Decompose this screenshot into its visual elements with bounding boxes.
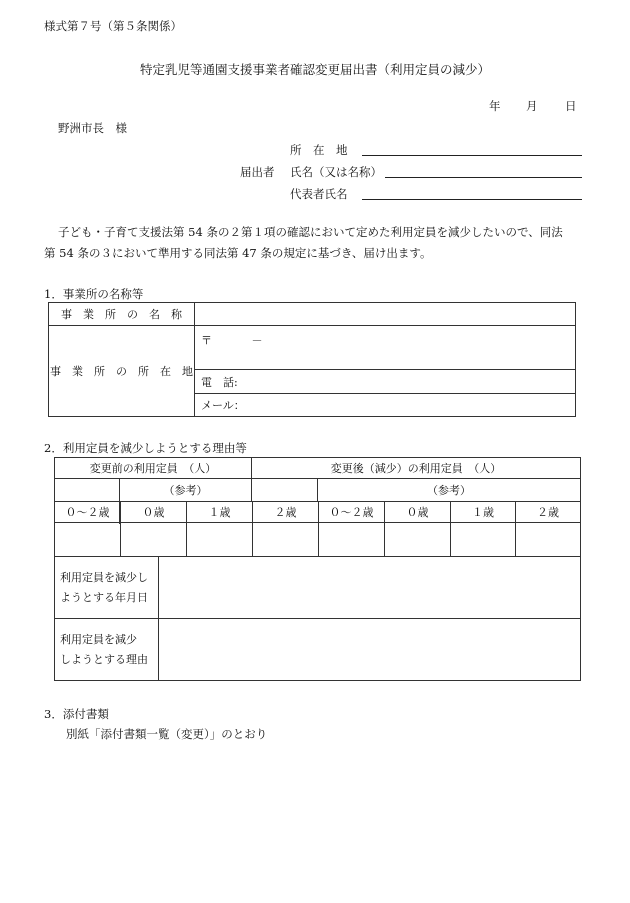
phone-field[interactable] (195, 370, 576, 394)
before-age-2: ２歳 (253, 502, 319, 523)
before-age-0-2: ０～２歳 (55, 502, 121, 523)
after-value-2[interactable] (516, 523, 581, 557)
date-year: 年 (489, 99, 501, 113)
reduction-date-label-2: ようとする年月日 (60, 590, 148, 604)
after-age-1: １歳 (451, 502, 516, 523)
after-value-1[interactable] (451, 523, 516, 557)
after-blank-cell (252, 479, 318, 502)
name-label: 氏名（又は名称） (290, 165, 382, 179)
attachments-text: 別紙「添付書類一覧（変更）」のとおり (66, 727, 268, 741)
representative-field[interactable] (362, 199, 582, 200)
facility-table (48, 302, 576, 417)
reduction-date-label-1: 利用定員を減少し (60, 570, 148, 584)
postal-dash: － (251, 334, 263, 347)
postal-mark: 〒 (201, 334, 212, 347)
section1-heading: 1．事業所の名称等 (44, 287, 144, 301)
reduction-date-field[interactable] (159, 557, 581, 619)
addressee: 野洲市長 様 (58, 121, 127, 135)
before-value-2[interactable] (253, 523, 319, 557)
email-field[interactable] (195, 394, 576, 417)
date-day: 日 (565, 99, 577, 113)
facility-name-label: 事 業 所 の 名 称 (49, 303, 195, 326)
email-label: メール： (201, 399, 245, 412)
after-age-0: ０歳 (385, 502, 451, 523)
date-month: 月 (526, 99, 538, 113)
after-age-2: ２歳 (516, 502, 581, 523)
page-title: 特定乳児等通園支援事業者確認変更届出書（利用定員の減少） (139, 62, 490, 77)
name-field[interactable] (385, 177, 582, 178)
form-number: 様式第７号（第５条関係） (44, 19, 182, 33)
reduction-reason-field[interactable] (159, 619, 581, 681)
before-value-1[interactable] (187, 523, 253, 557)
section3-heading: 3．添付書類 (44, 707, 109, 721)
before-age-0: ０歳 (121, 502, 187, 523)
reason-table (54, 556, 581, 681)
notifier-label: 届出者 (240, 165, 275, 179)
reduction-reason-label (55, 619, 159, 681)
after-age-0-2: ０～２歳 (319, 502, 385, 523)
address-label: 所 在 地 (290, 143, 348, 157)
after-value-0-2[interactable] (319, 523, 385, 557)
reduction-reason-label-1: 利用定員を減少 (60, 632, 137, 646)
before-value-0-2[interactable] (55, 523, 121, 557)
body-line-2: 第 54 条の３において準用する同法第 47 条の規定に基づき、届け出ます。 (44, 246, 432, 260)
after-reference-label: （参考） (318, 479, 581, 502)
before-reference-label: （参考） (120, 479, 252, 502)
section2-heading: 2．利用定員を減少しようとする理由等 (44, 441, 247, 455)
reduction-date-label (55, 557, 159, 619)
phone-label: 電 話: (201, 375, 238, 389)
capacity-age-table (54, 501, 581, 557)
before-value-0[interactable] (121, 523, 187, 557)
representative-label: 代表者氏名 (290, 187, 348, 201)
postal-address-field[interactable] (195, 326, 576, 370)
reduction-reason-label-2: しようとする理由 (60, 652, 148, 666)
after-value-0[interactable] (385, 523, 451, 557)
address-field[interactable] (362, 155, 582, 156)
before-capacity-header: 変更前の利用定員 （人） (55, 458, 252, 479)
body-line-1: 子ども・子育て支援法第 54 条の２第１項の確認において定めた利用定員を減少したいので、同法 (58, 225, 563, 239)
facility-name-field[interactable] (195, 303, 576, 326)
after-capacity-header: 変更後（減少）の利用定員 （人） (252, 458, 581, 479)
before-age-1: １歳 (187, 502, 253, 523)
facility-location-label: 事 業 所 の 所 在 地 (49, 326, 195, 417)
